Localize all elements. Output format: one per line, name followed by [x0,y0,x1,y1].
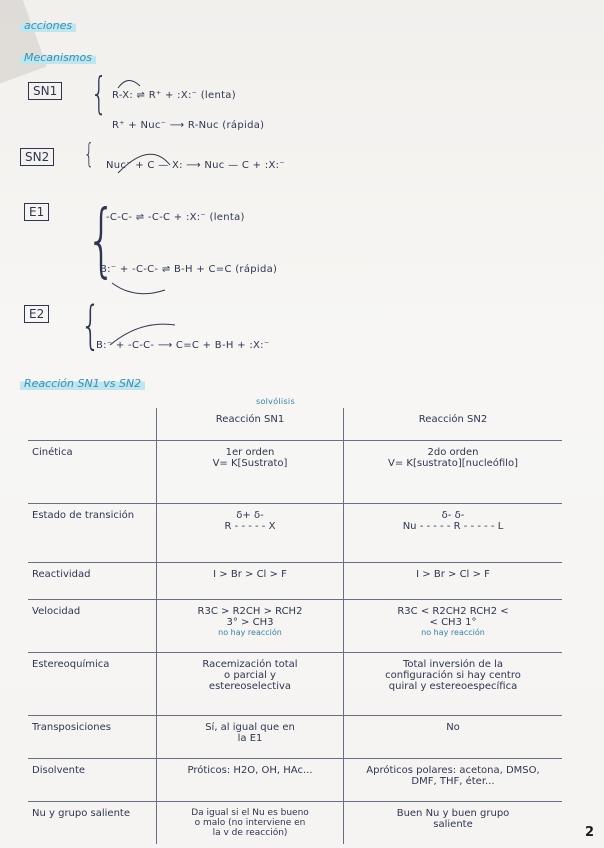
sn2-cell: No [344,716,563,759]
sn2-cell: I > Br > Cl > F [344,563,563,600]
no-reaction-note-sn1: no hay reacción [218,628,282,637]
sn1-cell: I > Br > Cl > F [157,563,344,600]
header-sn2: Reacción SN2 [344,408,563,441]
sn1-cell: δ+ δ- R - - - - - X [157,504,344,563]
mechanism-label-e2: E2 [24,305,49,323]
e1-step-2: B:⁻ + -C-C- ⇌ B-H + C=C (rápida) [100,264,278,275]
header-empty [28,408,157,441]
heading-mecanismos: Mecanismos [20,51,96,64]
sn2-cell [344,600,563,653]
sn1-cell: Sí, al igual que en la E1 [157,716,344,759]
comparison-table [28,408,562,844]
table-row [28,653,562,716]
sn2-velocity: R3C < R2CH2 RCH2 < < CH3 1° [397,606,509,628]
table-row [28,802,562,845]
brace-e1: { [86,193,117,286]
e2-step: B:⁻ + -C-C- ⟶ C=C + B-H + :X:⁻ [96,340,270,351]
row-label: Estereoquímica [28,653,157,716]
sn1-cell: Racemización total o parcial y estereoselectiva [157,653,344,716]
row-label: Cinética [28,441,157,504]
mechanism-label-e1: E1 [24,203,49,221]
sn1-cell: Próticos: H2O, OH, HAc... [157,759,344,802]
sn1-step-2: R⁺ + Nuc⁻ ⟶ R-Nuc (rápida) [112,120,265,131]
row-label: Reactividad [28,563,157,600]
sn2-cell: 2do orden V= K[sustrato][nucleófilo] [344,441,563,504]
row-label: Estado de transición [28,504,157,563]
row-label: Nu y grupo saliente [28,802,157,845]
brace-sn1: { [90,68,108,119]
sn1-cell: 1er orden V= K[Sustrato] [157,441,344,504]
e1-step-1: -C-C- ⇌ -C-C + :X:⁻ (lenta) [106,212,245,223]
table-row [28,759,562,802]
table-header-row [28,408,562,441]
row-label: Transposiciones [28,716,157,759]
header-sn1: Reacción SN1 [157,408,344,441]
table-row [28,441,562,504]
brace-e2: { [80,296,101,356]
row-label: Disolvente [28,759,157,802]
heading-sn1-vs-sn2: Reacción SN1 vs SN2 [20,377,145,390]
brace-sn2: { [83,137,95,170]
row-label: Velocidad [28,600,157,653]
solvolisis-annotation: solvólisis [256,397,295,406]
sn2-cell: Apróticos polares: acetona, DMSO, DMF, THF, éter... [344,759,563,802]
heading-reacciones: acciones [20,19,76,32]
sn2-cell: δ- δ- Nu - - - - - R - - - - - L [344,504,563,563]
page-number: 2 [584,825,594,840]
table-row [28,600,562,653]
sn1-velocity: R3C > R2CH > RCH2 3° > CH3 [197,606,303,628]
mechanism-label-sn1: SN1 [28,82,62,100]
table-row [28,716,562,759]
sn1-step-1: R-X: ⇌ R⁺ + :X:⁻ (lenta) [112,90,236,101]
sn1-cell: Da igual si el Nu es bueno o malo (no interviene en la v de reacción) [157,802,344,845]
sn2-cell: Buen Nu y buen grupo saliente [344,802,563,845]
table-row [28,563,562,600]
sn2-step: Nuc⁻ + C — X: ⟶ Nuc — C + :X:⁻ [106,160,285,171]
mechanism-label-sn2: SN2 [20,148,54,166]
no-reaction-note-sn2: no hay reacción [421,628,485,637]
sn2-cell: Total inversión de la configuración si hay centro quiral y estereoespecífica [344,653,563,716]
table-row [28,504,562,563]
sn1-cell [157,600,344,653]
